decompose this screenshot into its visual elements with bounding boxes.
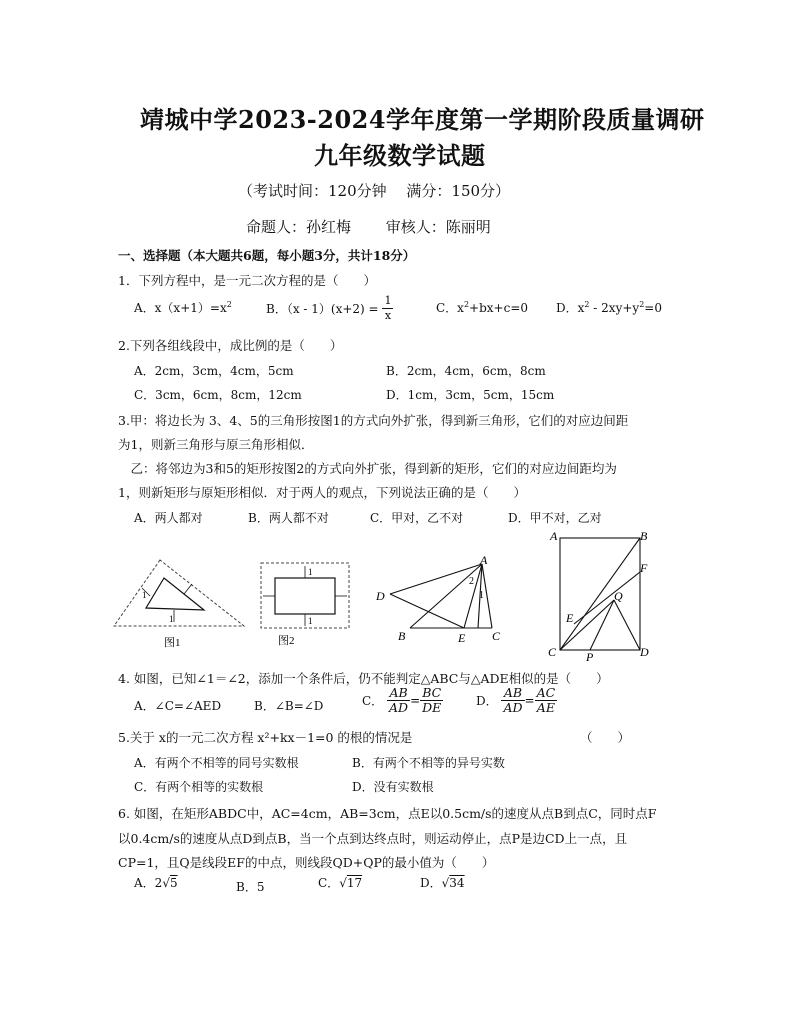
q1-option-b: B．（x - 1）(x+2) = $\frac{1}{x}$ [266, 294, 392, 322]
exam-info: （考试时间：120分钟 满分：150分） [238, 182, 511, 200]
q4-option-c: C． $\frac{AB}{AD}$ = $\frac{BC}{DE}$ [362, 685, 442, 715]
exam-authors: 命题人：孙红梅 审核人：陈丽明 [246, 218, 491, 236]
q4-option-a: A．∠C=∠AED [134, 699, 222, 713]
q2-stem: 2.下列各组线段中，成比例的是（ ） [118, 338, 343, 353]
fig1-label-1: 1 [142, 590, 147, 600]
fig1-caption: 图1 [164, 637, 181, 649]
q3-line2: 为1，则新三角形与原三角形相似． [118, 437, 314, 452]
q4-option-d: D． $\frac{AB}{AD}$ = $\frac{AC}{AE}$ [476, 685, 556, 715]
q2-option-c: C．3cm，6cm，8cm，12cm [134, 388, 302, 402]
q6-line1: 6. 如图，在矩形ABDC中，AC=4cm，AB=3cm，点E以0.5cm/s的速度从点B到点C，同时点F [118, 806, 657, 821]
fig2-caption: 图2 [278, 635, 295, 647]
fig3-point-a: A [480, 553, 488, 567]
fig4-point-b: B [640, 529, 648, 543]
fig4-point-f: F [640, 561, 648, 575]
q3-option-b: B．两人都不对 [248, 511, 329, 525]
q1-stem: 1．下列方程中，是一元二次方程的是（ ） [118, 273, 376, 288]
q3-option-d: D．甲不对，乙对 [508, 511, 602, 525]
q4-stem: 4. 如图，已知∠1＝∠2，添加一个条件后，仍不能判定△ABC与△ADE相似的是（ ） [118, 671, 609, 686]
q1-option-a: A．$x(x+1)=x^2$ [134, 300, 232, 315]
q5-option-d: D．没有实数根 [352, 780, 434, 794]
fig4-point-q: Q [614, 589, 623, 603]
fig4-point-c: C [548, 645, 557, 659]
fig4-point-e: E [566, 611, 574, 625]
q5-option-c: C．有两个相等的实数根 [134, 780, 264, 794]
exam-subtitle: 九年级数学试题 [314, 141, 486, 170]
q6-option-d: D．√34 [420, 876, 465, 890]
fig2-label-1: 1 [308, 567, 313, 577]
fig1-label-1b: 1 [169, 614, 174, 624]
q1-option-c: C．$x^2+bx+c=0$ [436, 300, 529, 315]
fig3-point-b: B [398, 629, 406, 643]
q6-option-c: C．√17 [318, 876, 363, 890]
figure-2 [258, 560, 354, 650]
q6-option-b: B．5 [236, 880, 265, 894]
q3-line4: 1，则新矩形与原矩形相似．对于两人的观点，下列说法正确的是（ ） [118, 485, 526, 500]
figure-1 [112, 558, 247, 650]
q3-line3: 乙：将邻边为3和5的矩形按图2的方式向外扩张，得到新的矩形，它们的对应边间距均为 [118, 461, 617, 476]
q3-option-a: A．两人都对 [134, 511, 203, 525]
q2-option-a: A．2cm，3cm，4cm，5cm [134, 364, 294, 378]
q6-line3: CP=1，且Q是线段EF的中点，则线段QD+QP的最小值为（ ） [118, 855, 495, 870]
q5-stem: 5.关于 x的一元二次方程 x²+kx－1=0 的根的情况是 [118, 730, 413, 745]
fig3-point-d: D [376, 589, 385, 603]
q5-option-b: B．有两个不相等的异号实数 [352, 756, 505, 770]
fig4-point-d: D [640, 645, 649, 659]
fig3-angle-1: 1 [479, 590, 484, 601]
q1-option-d: D．$x^2 - 2xy+y^2=0$ [556, 300, 662, 315]
q4-option-b: B．∠B=∠D [254, 699, 324, 713]
q2-option-d: D．1cm，3cm，5cm，15cm [386, 388, 555, 402]
fig4-point-p: P [586, 650, 594, 662]
fig3-point-e: E [458, 631, 466, 644]
q5-option-a: A．有两个不相等的同号实数根 [134, 756, 299, 770]
q3-line1: 3.甲：将边长为 3、4、5的三角形按图1的方式向外扩张，得到新三角形，它们的对应边间距 [118, 413, 629, 428]
fig2-label-1b: 1 [308, 616, 313, 626]
q6-line2: 以0.4cm/s的速度从点D到点B，当一个点到达终点时，则运动停止，点P是边CD上一点，且 [118, 831, 628, 846]
q2-option-b: B．2cm，4cm，6cm，8cm [386, 364, 546, 378]
q6-option-a: A．2√5 [134, 876, 178, 890]
exam-title: 靖城中学2023-2024学年度第一学期阶段质量调研 [140, 105, 705, 134]
q5-answer-paren: （ ） [580, 730, 631, 745]
figure-4 [544, 528, 664, 662]
figure-3 [374, 552, 510, 644]
fig4-point-a: A [550, 529, 558, 543]
fig3-point-c: C [492, 629, 501, 643]
section-heading: 一、选择题（本大题共6题，每小题3分，共计18分） [118, 248, 416, 263]
q3-option-c: C．甲对，乙不对 [370, 511, 464, 525]
fig3-angle-2: 2 [469, 576, 474, 587]
